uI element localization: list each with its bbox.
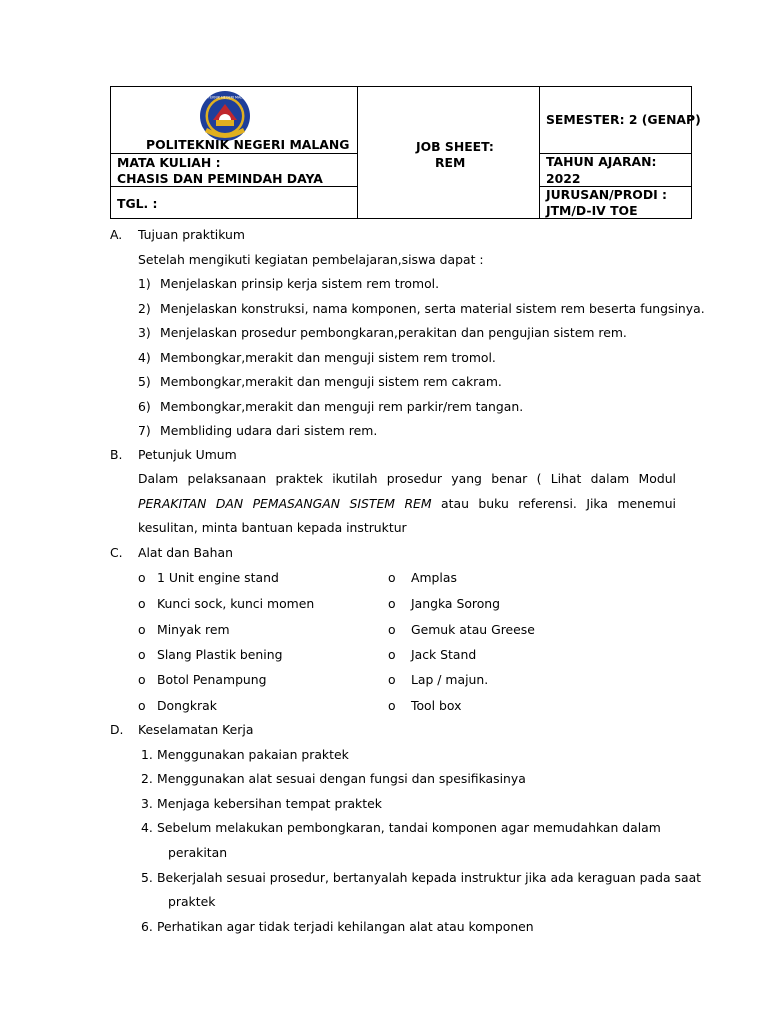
dept-label: JURUSAN/PRODI : [546, 187, 668, 202]
course-name: CHASIS DAN PEMINDAH DAYA [117, 171, 323, 186]
course-label: MATA KULIAH : [117, 155, 221, 170]
bullet-icon: o [388, 698, 396, 713]
tool-item: Kunci sock, kunci momen [157, 596, 315, 611]
material-item: Amplas [411, 570, 457, 585]
job-sheet-title: REM [435, 155, 466, 170]
objective-item: Menjelaskan konstruksi, nama komponen, serta material sistem rem beserta fungsinya. [160, 301, 705, 316]
job-sheet-label: JOB SHEET: [416, 139, 494, 154]
section-d-letter: D. [110, 722, 124, 737]
objective-item: Menjelaskan prinsip kerja sistem rem tromol. [160, 276, 440, 291]
safety-number: 3. [141, 796, 153, 811]
safety-item-continuation: perakitan [168, 845, 228, 860]
bullet-icon: o [138, 647, 146, 662]
year-value: 2022 [546, 171, 581, 186]
safety-number: 6. [141, 919, 153, 934]
tool-item: Dongkrak [157, 698, 217, 713]
date-label: TGL. : [117, 196, 158, 211]
section-c-title: Alat dan Bahan [138, 545, 233, 560]
section-a-title: Tujuan praktikum [138, 227, 245, 242]
section-b-text-after: atau buku referensi. Jika menemui kesulitan, minta bantuan kepada instruktur [138, 495, 676, 535]
material-item: Lap / majun. [411, 672, 489, 687]
tool-item: Botol Penampung [157, 672, 267, 687]
objective-item: Membliding udara dari sistem rem. [160, 423, 378, 438]
objective-item: Membongkar,merakit dan menguji sistem rem tromol. [160, 350, 496, 365]
material-item: Gemuk atau Greese [411, 622, 535, 637]
material-item: Jangka Sorong [411, 596, 501, 611]
bullet-icon: o [138, 596, 146, 611]
bullet-icon: o [138, 698, 146, 713]
institution-name: POLITEKNIK NEGERI MALANG [146, 137, 350, 152]
safety-number: 1. [141, 747, 153, 762]
bullet-icon: o [388, 622, 396, 637]
safety-item: Menggunakan alat sesuai dengan fungsi dan spesifikasinya [157, 771, 526, 786]
bullet-icon: o [388, 596, 396, 611]
objective-number: 1) [138, 276, 151, 291]
objective-item: Membongkar,merakit dan menguji rem parkir/rem tangan. [160, 399, 524, 414]
objective-number: 2) [138, 301, 151, 316]
section-b-text-before: Dalam pelaksanaan praktek ikutilah prosedur yang benar ( Lihat dalam Modul [138, 471, 676, 486]
safety-number: 2. [141, 771, 153, 786]
dept-value: JTM/D-IV TOE [546, 203, 638, 218]
polinema-logo [197, 90, 253, 142]
safety-item-continuation: praktek [168, 894, 216, 909]
section-a-intro: Setelah mengikuti kegiatan pembelajaran,siswa dapat : [138, 252, 484, 267]
safety-item: Menggunakan pakaian praktek [157, 747, 349, 762]
year-label: TAHUN AJARAN: [546, 154, 657, 169]
bullet-icon: o [388, 672, 396, 687]
objective-item: Membongkar,merakit dan menguji sistem rem cakram. [160, 374, 502, 389]
semester: SEMESTER: 2 (GENAP) [546, 112, 701, 127]
section-b-title: Petunjuk Umum [138, 447, 237, 462]
bullet-icon: o [138, 570, 146, 585]
material-item: Jack Stand [411, 647, 477, 662]
safety-item: Menjaga kebersihan tempat praktek [157, 796, 382, 811]
tool-item: Slang Plastik bening [157, 647, 283, 662]
material-item: Tool box [411, 698, 462, 713]
bullet-icon: o [138, 622, 146, 637]
objective-number: 3) [138, 325, 151, 340]
section-b-paragraph [138, 467, 676, 541]
svg-text:POLITEKNIK NEGERI MALANG: POLITEKNIK NEGERI MALANG [200, 95, 250, 100]
objective-number: 6) [138, 399, 151, 414]
section-a-letter: A. [110, 227, 123, 242]
tool-item: Minyak rem [157, 622, 230, 637]
safety-item: Sebelum melakukan pembongkaran, tandai komponen agar memudahkan dalam [157, 820, 661, 835]
safety-item: Perhatikan agar tidak terjadi kehilangan alat atau komponen [157, 919, 534, 934]
bullet-icon: o [388, 647, 396, 662]
bullet-icon: o [138, 672, 146, 687]
safety-number: 5. [141, 870, 153, 885]
tool-item: 1 Unit engine stand [157, 570, 279, 585]
objective-item: Menjelaskan prosedur pembongkaran,perakitan dan pengujian sistem rem. [160, 325, 627, 340]
bullet-icon: o [388, 570, 396, 585]
section-d-title: Keselamatan Kerja [138, 722, 254, 737]
objective-number: 5) [138, 374, 151, 389]
safety-number: 4. [141, 820, 153, 835]
objective-number: 7) [138, 423, 151, 438]
safety-item: Bekerjalah sesuai prosedur, bertanyalah kepada instruktur jika ada keraguan pada saat [157, 870, 702, 885]
section-c-letter: C. [110, 545, 123, 560]
section-b-letter: B. [110, 447, 123, 462]
header-table [110, 86, 701, 219]
objective-number: 4) [138, 350, 151, 365]
section-b-module-title: PERAKITAN DAN PEMASANGAN SISTEM REM [138, 495, 432, 511]
